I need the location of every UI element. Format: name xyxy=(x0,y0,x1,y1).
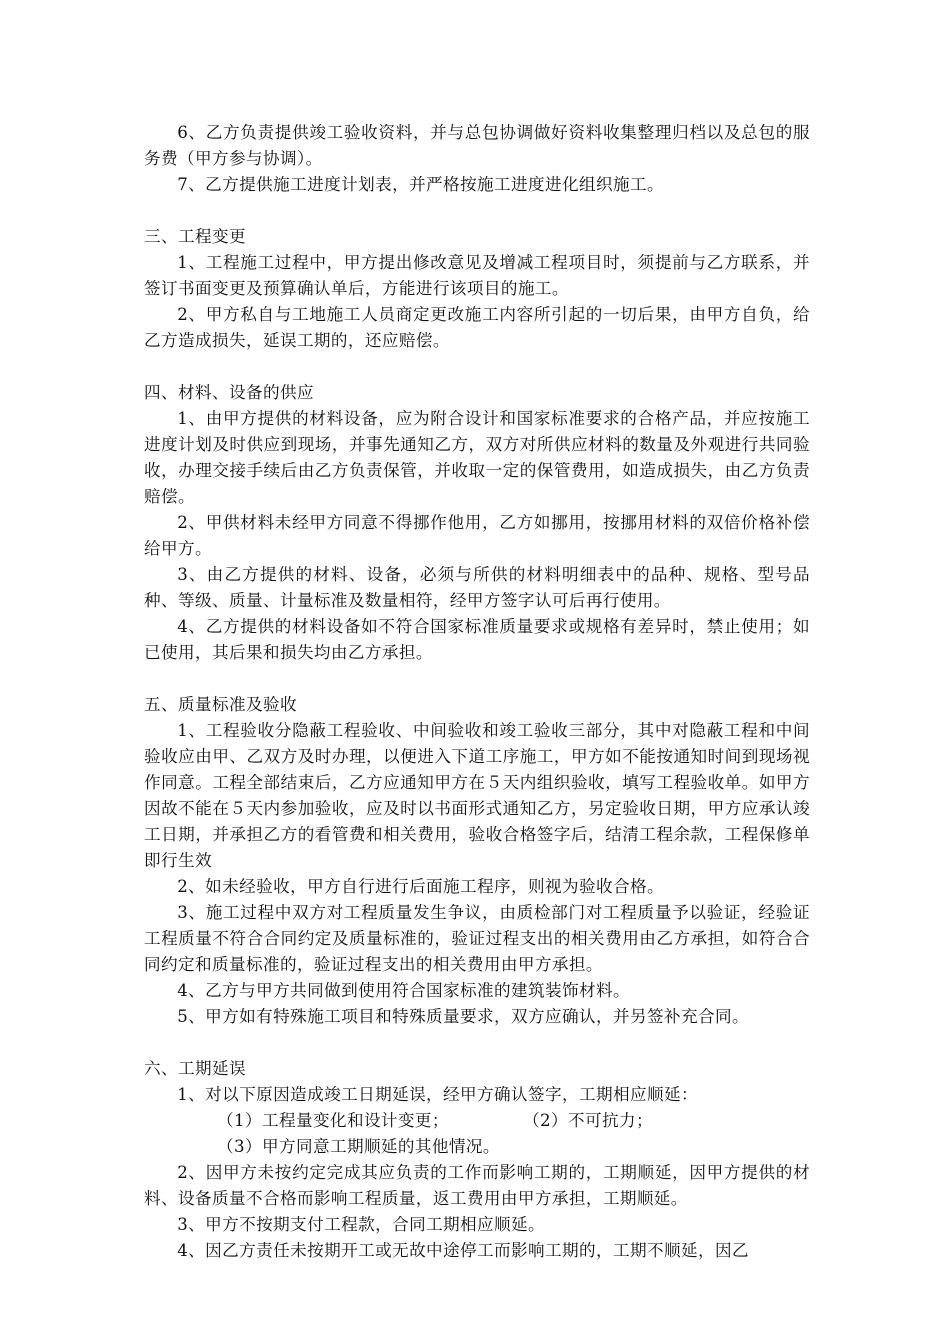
clause-6-1-item-1: （1）工程量变化和设计变更； xyxy=(217,1111,449,1130)
clause-4-2: 2、甲供材料未经甲方同意不得挪作他用，乙方如挪用，按挪用材料的双倍价格补偿给甲方。 xyxy=(144,513,810,558)
clause-6-2: 2、因甲方未按约定完成其应负责的工作而影响工期的，工期顺延，因甲方提供的材料、设备质量不合格而影响工程质量，返工费用由甲方承担，工期顺延。 xyxy=(144,1163,810,1208)
section-3-heading: 三、工程变更 xyxy=(144,227,246,246)
clause-5-4: 4、乙方与甲方共同做到使用符合国家标准的建筑装饰材料。 xyxy=(177,981,630,1000)
section-6-heading: 六、工期延误 xyxy=(144,1059,246,1078)
section-4-heading: 四、材料、设备的供应 xyxy=(144,383,314,402)
section-5-heading: 五、质量标准及验收 xyxy=(144,695,297,714)
clause-6-1-item-2: （2）不可抗力； xyxy=(523,1111,653,1130)
clause-4-4: 4、乙方提供的材料设备如不符合国家标准质量要求或规格有差异时，禁止使用；如已使用，其后果和损失均由乙方承担。 xyxy=(144,617,810,662)
clause-6-3: 3、甲方不按期支付工程款，合同工期相应顺延。 xyxy=(177,1215,546,1234)
clause-3-1: 1、工程施工过程中，甲方提出修改意见及增减工程项目时，须提前与乙方联系，并签订书面变更及预算确认单后，方能进行该项目的施工。 xyxy=(144,253,810,298)
clause-5-3: 3、施工过程中双方对工程质量发生争议，由质检部门对工程质量予以验证，经验证工程质量不符合合同约定及质量标准的，验证过程支出的相关费用由乙方承担，如符合合同约定和质量标准的，验证过程支出的相关费用由甲方承担。 xyxy=(144,903,810,974)
clause-5-5: 5、甲方如有特殊施工项目和特殊质量要求，双方应确认，并另签补充合同。 xyxy=(177,1007,749,1026)
clause-5-1: 1、工程验收分隐蔽工程验收、中间验收和竣工验收三部分，其中对隐蔽工程和中间验收应由甲、乙双方及时办理，以便进入下道工序施工，甲方如不能按通知时间到现场视作同意。工程全部结束后，乙方应通知甲方在５天内组织验收，填写工程验收单。如甲方因故不能在５天内参加验收，应及时以书面形式通知乙方，另定验收日期，甲方应承认竣工日期，并承担乙方的看管费和相关费用，验收合格签字后，结清工程余款，工程保修单即行生效 xyxy=(144,721,810,870)
clause-3-2: 2、甲方私自与工地施工人员商定更改施工内容所引起的一切后果，由甲方自负，给乙方造成损失，延误工期的，还应赔偿。 xyxy=(144,305,810,350)
clause-6-1-items-row xyxy=(144,1108,810,1134)
clause-4-1: 1、由甲方提供的材料设备，应为附合设计和国家标准要求的合格产品，并应按施工进度计划及时供应到现场，并事先通知乙方，双方对所供应材料的数量及外观进行共同验收，办理交接手续后由乙方负责保管，并收取一定的保管费用，如造成损失，由乙方负责赔偿。 xyxy=(144,409,810,506)
clause-6-4: 4、因乙方责任未按期开工或无故中途停工而影响工期的，工期不顺延，因乙 xyxy=(177,1241,749,1260)
document-page xyxy=(144,120,810,1264)
clause-2-7: 7、乙方提供施工进度计划表，并严格按施工进度进化组织施工。 xyxy=(177,175,664,194)
clause-5-2: 2、如未经验收，甲方自行进行后面施工程序，则视为验收合格。 xyxy=(177,877,664,896)
clause-6-1: 1、对以下原因造成竣工日期延误，经甲方确认签字，工期相应顺延： xyxy=(177,1085,698,1104)
clause-2-6: 6、乙方负责提供竣工验收资料，并与总包协调做好资料收集整理归档以及总包的服务费（甲方参与协调）。 xyxy=(144,123,810,168)
clause-6-1-item-3: （3）甲方同意工期顺延的其他情况。 xyxy=(217,1137,500,1156)
clause-4-3: 3、由乙方提供的材料、设备，必须与所供的材料明细表中的品种、规格、型号品种、等级、质量、计量标准及数量相符，经甲方签字认可后再行使用。 xyxy=(144,565,810,610)
